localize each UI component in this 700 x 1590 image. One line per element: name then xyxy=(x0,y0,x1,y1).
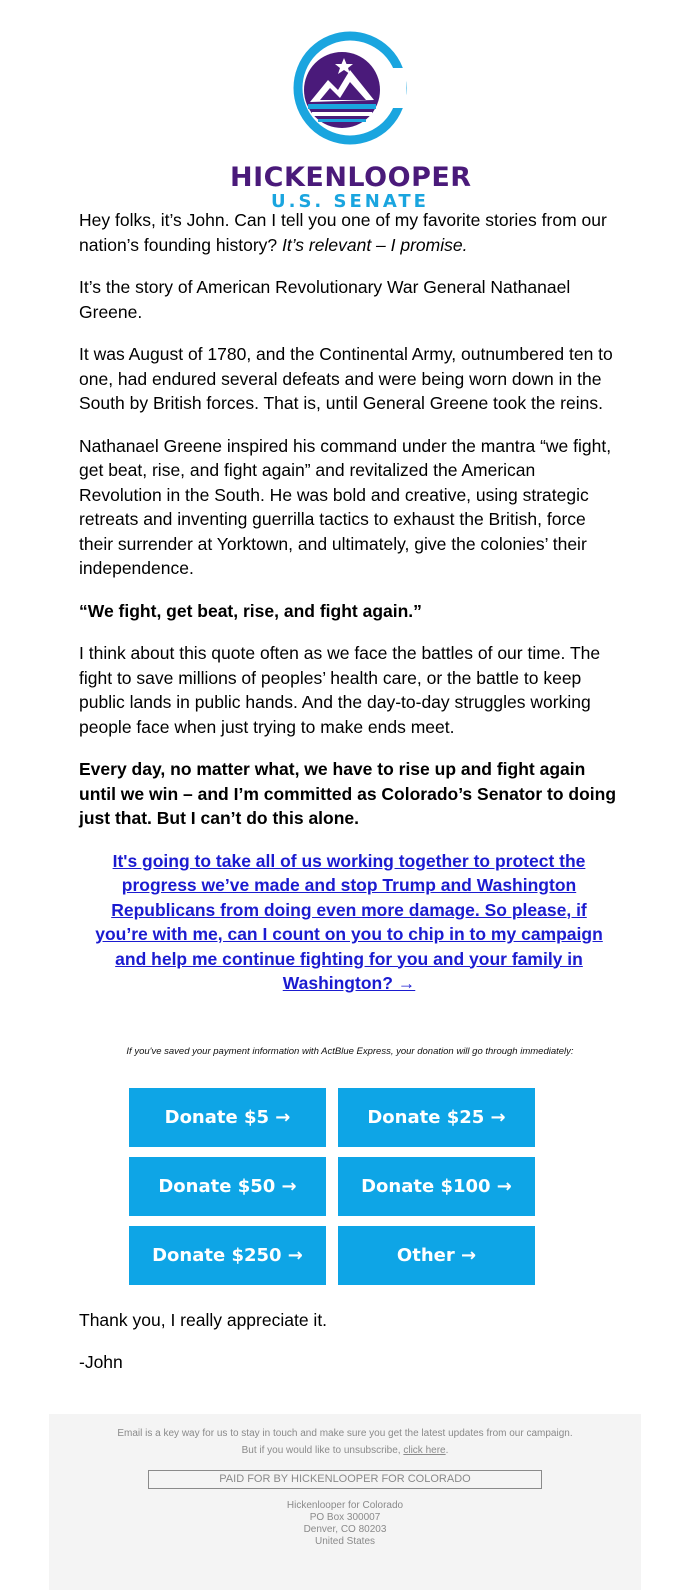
quote: “We fight, get beat, rise, and fight again.” xyxy=(79,600,422,621)
donate-50-button[interactable]: Donate $50 → xyxy=(129,1157,326,1216)
signature: -John xyxy=(79,1352,123,1372)
paragraph-4: Nathanael Greene inspired his command under the mantra “we fight, get beat, rise, and fight again” and revitalized the American Revolution in the South. He was bold and creative, using strategic retreats and inventing guerrilla tactics to exhaust the British, force their surrender at Yorktown, and ultimately, give the colonies’ their independence. xyxy=(79,435,612,578)
intro-italic: It’s relevant – I promise. xyxy=(282,234,468,255)
logo-name: HICKENLOOPER xyxy=(230,162,472,193)
paragraph-6: I think about this quote often as we face the battles of our time. The fight to save millions of peoples’ health care, or the battle to keep public lands in public hands. And the day-to-day struggles working people face when just trying to make ends meet. xyxy=(79,643,601,737)
address-line-4: United States xyxy=(314,1536,376,1547)
email-body xyxy=(79,208,619,1014)
unsubscribe-period: . xyxy=(445,1445,449,1456)
donate-other-button[interactable]: Other → xyxy=(338,1226,535,1285)
address-line-2: PO Box 300007 xyxy=(309,1512,381,1523)
donate-5-button[interactable]: Donate $5 → xyxy=(129,1088,326,1147)
footer-line-1: Email is a key way for us to stay in touch and make sure you get the latest updates from our campaign. xyxy=(117,1428,573,1439)
donate-link[interactable]: It's going to take all of us working together to protect the progress we’ve made and stop Trump and Washington Republicans from doing even more damage. So please, if you’re with me, can I count on you to chip in to my campaign and help me continue fighting for you and your family in Washington? → xyxy=(95,850,603,993)
address-line-3: Denver, CO 80203 xyxy=(303,1524,387,1535)
cta-paragraph xyxy=(79,849,619,996)
thanks-text: Thank you, I really appreciate it. xyxy=(79,1310,328,1330)
paragraph-7: Every day, no matter what, we have to rise up and fight again until we win – and I’m committed as Colorado’s Senator to doing just that. But I can’t do this alone. xyxy=(79,759,617,828)
address xyxy=(49,1500,641,1548)
campaign-logo xyxy=(230,28,472,212)
intro-text: Hey folks, it’s John. Can I tell you one of my favorite stories from our nation’s founding history? xyxy=(79,210,607,255)
unsubscribe-link[interactable]: click here xyxy=(403,1445,446,1456)
donate-25-button[interactable]: Donate $25 → xyxy=(338,1088,535,1147)
logo-subtitle: U.S. SENATE xyxy=(271,191,429,212)
address-line-1: Hickenlooper for Colorado xyxy=(286,1500,404,1511)
donate-100-button[interactable]: Donate $100 → xyxy=(338,1157,535,1216)
mountain-emblem-icon xyxy=(290,28,410,163)
paragraph-2: It’s the story of American Revolutionary War General Nathanael Greene. xyxy=(79,277,571,322)
closing xyxy=(79,1308,619,1392)
footer-line-2 xyxy=(49,1445,641,1456)
paid-for-box: PAID FOR BY HICKENLOOPER FOR COLORADO xyxy=(148,1470,542,1489)
unsubscribe-text: But if you would like to unsubscribe, xyxy=(241,1445,404,1456)
paragraph-intro xyxy=(79,208,619,257)
actblue-note: If you've saved your payment information with ActBlue Express, your donation will go through immediately: xyxy=(126,1046,574,1057)
footer xyxy=(49,1414,641,1590)
paragraph-3: It was August of 1780, and the Continental Army, outnumbered ten to one, had endured several defeats and were being worn down in the South by British forces. That is, until General Greene took the reins. xyxy=(79,344,613,413)
donate-250-button[interactable]: Donate $250 → xyxy=(129,1226,326,1285)
